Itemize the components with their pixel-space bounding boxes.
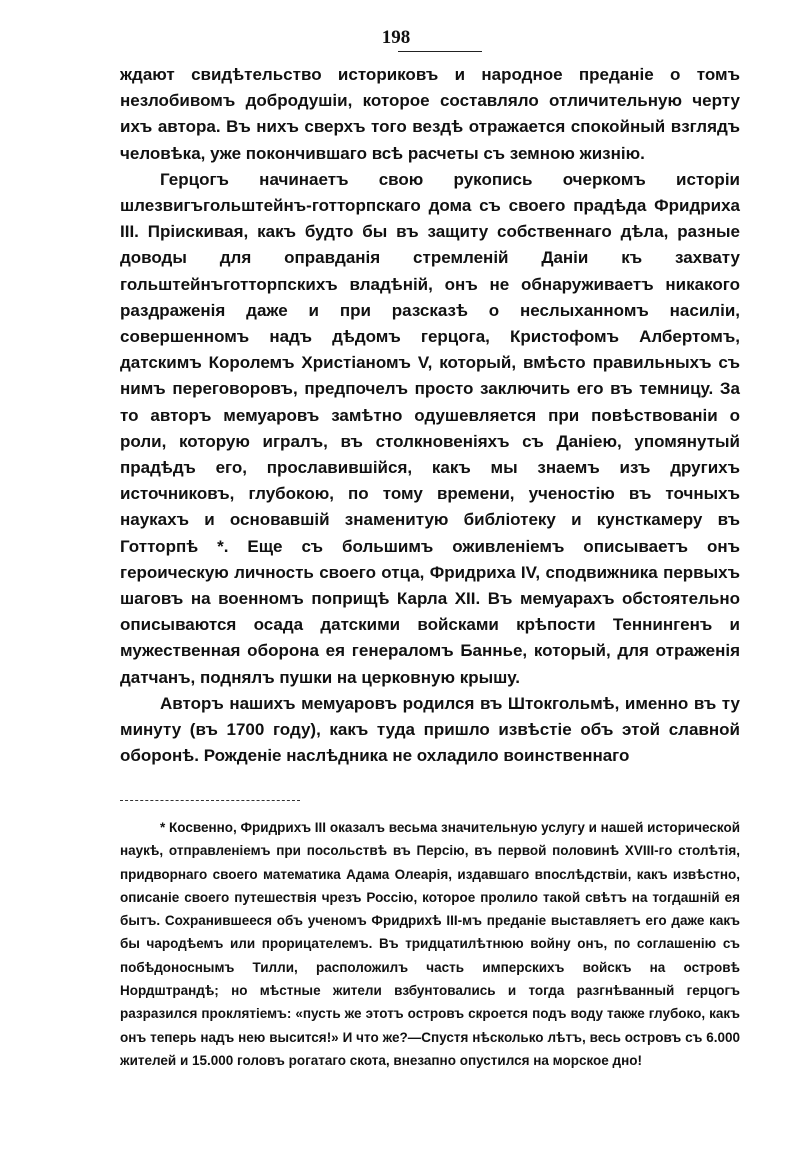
paragraph-continued: ждают свидѣтельство историковъ и народное преданіе о томъ незлобивомъ добродушіи, которое составляло отличительную черту ихъ автора. Въ нихъ сверхъ того вездѣ отражается спокойный взглядъ человѣка, уже покончившаго всѣ расчеты съ земною жизнію. bbox=[120, 65, 740, 163]
paragraph: Герцогъ начинаетъ свою рукопись очеркомъ исторіи шлезвигъгольштейнъ-готторпскаго дома съ своего прадѣда Фридриха III. Пріискивая, какъ будто бы въ защиту собственнаго дѣла, разные доводы для оправданія стремленій Даніи къ захвату гольштейнъготторпскихъ владѣній, онъ не обнаруживаетъ никакого раздраженія даже и при разсказѣ о неслыханномъ насиліи, совершенномъ надъ дѣдомъ герцога, Кристофомъ Албертомъ, датскимъ Королемъ Христіаномъ V, который, вмѣсто правильныхъ съ нимъ переговоровъ, предпочелъ просто заключить его въ темницу. За то авторъ мемуаровъ замѣтно одушевляется при повѣствованіи о роли, которую игралъ, въ столкновеніяхъ съ Даніею, упомянутый прадѣдъ его, прославившійся, какъ мы знаемъ изъ другихъ источниковъ, глубокою, по тому времени, ученостію въ точныхъ наукахъ и основавшій знаменитую библіотеку и кунсткамеру въ Готторпѣ *. Еще съ большимъ оживленіемъ описываетъ онъ героическую личность своего отца, Фридриха IV, сподвижника первыхъ шаговъ на военномъ поприщѣ Карла XII. Въ мемуарахъ обстоятельно описываются осада датскими войсками крѣпости Теннингенъ и мужественная оборона ея генераломъ Баннье, который, для отраженія датчанъ, поднялъ пушки на церковную крышу. bbox=[120, 169, 740, 687]
paragraph: Авторъ нашихъ мемуаровъ родился въ Штокгольмѣ, именно въ ту минуту (въ 1700 году), какъ туда пришло извѣстіе объ этой славной оборонѣ. Рожденіе наслѣдника не охладило воинственнаго bbox=[120, 693, 740, 766]
footnote-separator bbox=[120, 800, 300, 801]
header-rule bbox=[398, 51, 482, 52]
page-number: 198 bbox=[381, 27, 411, 48]
main-text bbox=[120, 62, 740, 769]
footnote: * Косвенно, Фридрихъ III оказалъ весьма значительную услугу и нашей исторической наукѣ, отправленіемъ при посольствѣ въ Персію, въ первой половинѣ XVIII-го столѣтія, придворнаго своего математика Адама Олеарія, издавшаго впослѣдствіи, какъ извѣстно, описаніе своего путешествія чрезъ Россію, которое пролило такой свѣтъ на тогдашній ея бытъ. Сохранившееся объ ученомъ Фридрихѣ III-мъ преданіе выставляетъ его даже какъ бы чародѣемъ или прорицателемъ. Въ тридцатилѣтнюю войну онъ, по соглашенію съ побѣдоноснымъ Тилли, расположилъ часть имперскихъ войскъ на островѣ Нордштрандѣ; но мѣстные жители взбунтовались и тогда разгнѣванный герцогъ разразился проклятіемъ: «пусть же этотъ островъ скроется подъ воду также глубоко, какъ онъ теперь надъ нею высится!» И что же?—Спустя нѣсколько лѣтъ, весь островъ съ 6.000 жителей и 15.000 головъ рогатаго скота, внезапно опустился на морское дно! bbox=[120, 820, 740, 1068]
